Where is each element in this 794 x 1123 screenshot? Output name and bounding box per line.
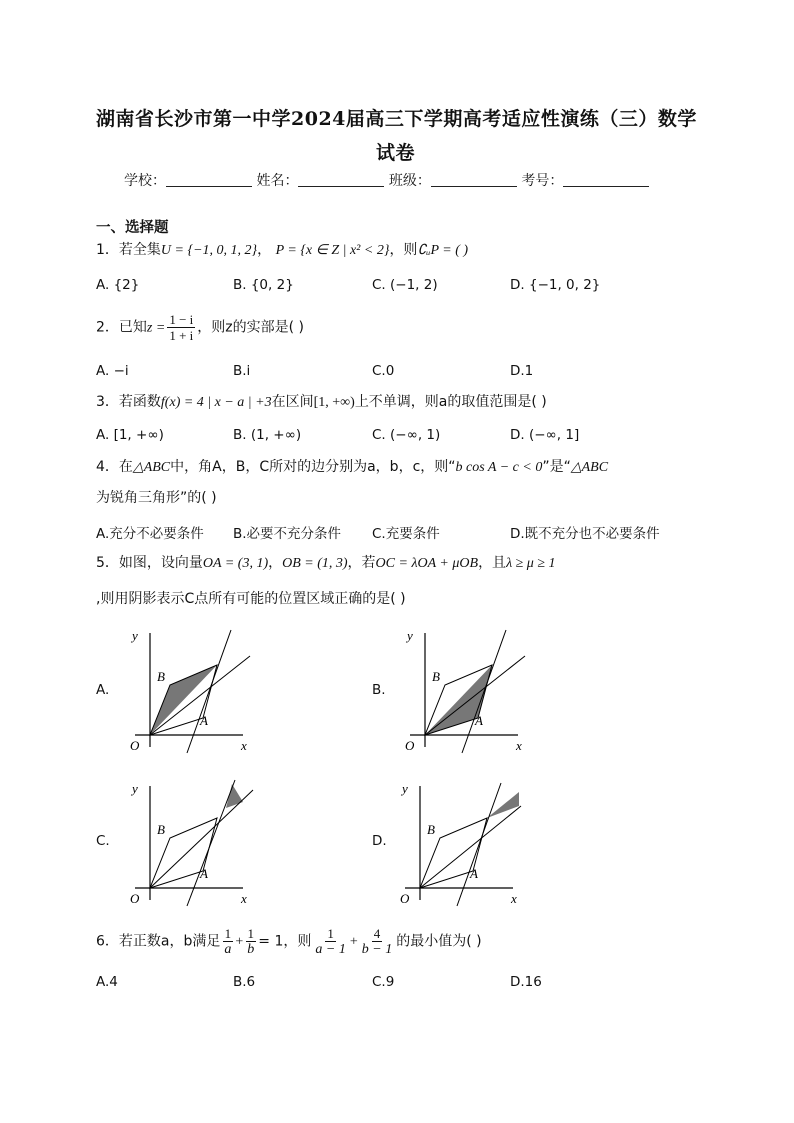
- name-blank: [298, 172, 384, 187]
- q6-option-b[interactable]: B.6: [233, 974, 256, 990]
- name-label: 姓名：: [256, 173, 299, 189]
- q3-function: f(x) = 4 | x − a | +3: [160, 395, 272, 410]
- q6-eq: = 1，则: [258, 933, 312, 950]
- q4-text: 在: [118, 459, 133, 475]
- q4-condition: b cos A − c < 0: [455, 460, 543, 475]
- q3-option-d[interactable]: D. (−∞, 1]: [510, 427, 580, 443]
- figure-a[interactable]: [125, 625, 265, 755]
- figure-label-c[interactable]: C.: [96, 833, 110, 849]
- q3-interval: [1, +∞): [313, 395, 355, 410]
- q3-text-2: 在区间: [271, 394, 314, 410]
- q2-option-b[interactable]: B.i: [233, 363, 251, 379]
- q4-option-a[interactable]: A.充分不必要条件: [96, 526, 204, 542]
- q6-option-c[interactable]: C.9: [372, 974, 395, 990]
- q5-text-line2: ,则用阴影表示C点所有可能的位置区域正确的是( ): [96, 591, 406, 607]
- figure-b[interactable]: [400, 625, 540, 755]
- q4-number: 4．: [96, 459, 119, 475]
- q2-option-d[interactable]: D.1: [510, 363, 534, 379]
- q5-text-2: ，若: [347, 555, 376, 571]
- figure-d-point-b: B: [427, 822, 435, 837]
- q1-option-b[interactable]: B. {0, 2}: [233, 277, 294, 293]
- q6-fraction-1: [222, 926, 233, 957]
- figure-b-point-a: A: [475, 713, 483, 728]
- q3-number: 3．: [96, 394, 119, 410]
- q6-fraction-4: [360, 926, 394, 957]
- figure-b-origin: O: [405, 738, 415, 753]
- page-title-line2: 试卷: [376, 142, 416, 164]
- q4-text-3: ”是“: [542, 459, 571, 475]
- q2-option-a[interactable]: A. −i: [96, 363, 129, 379]
- q4-option-b[interactable]: B.必要不充分条件: [233, 526, 342, 542]
- figure-label-d[interactable]: D.: [372, 833, 387, 849]
- q5-condition: λ ≥ μ ≥ 1: [506, 556, 556, 571]
- q1-option-c[interactable]: C. (−1, 2): [372, 277, 438, 293]
- figure-label-a[interactable]: A.: [96, 682, 110, 698]
- q6-fraction-2: [245, 926, 256, 957]
- info-row: [124, 172, 649, 190]
- q6-option-d[interactable]: D.16: [510, 974, 542, 990]
- q2-text-2: ，则z的实部是( ): [197, 319, 305, 336]
- exam-number-label: 考号：: [521, 173, 564, 189]
- figure-c-point-b: B: [157, 822, 165, 837]
- q6-text-2: 的最小值为( ): [396, 933, 482, 950]
- page-title: 湖南省长沙市第一中学2024届高三下学期高考适应性演练（三）数学: [96, 108, 697, 130]
- q5-text-3: ，且: [478, 555, 507, 571]
- q1-complement: ∁ᵤP = ( ): [417, 243, 469, 258]
- figure-d-point-a: A: [470, 866, 478, 881]
- q6-fraction-2-den: b: [247, 942, 255, 957]
- question-5: 5．如图，设向量OA = (3, 1)，OB = (1, 3)，若OC = λOA + μOB，且λ ≥ μ ≥ 1: [96, 555, 556, 571]
- q6-fraction-4-den: b − 1: [361, 942, 393, 957]
- q4-text-line2: 为锐角三角形”的( ): [96, 490, 217, 506]
- q1-option-d[interactable]: D. {−1, 0, 2}: [510, 277, 601, 293]
- q1-text-2: ，则: [389, 242, 418, 258]
- figure-d-shaded-region: [487, 792, 519, 818]
- figure-d-x-label: x: [511, 891, 517, 906]
- figure-a-x-label: x: [241, 738, 247, 753]
- q3-text-3: 上不单调，则a的取值范围是( ): [354, 394, 547, 410]
- q2-fraction: [167, 312, 195, 343]
- q4-option-c[interactable]: C.充要条件: [372, 526, 440, 542]
- figure-a-point-a: A: [200, 713, 208, 728]
- q4-triangle: △ABC: [132, 460, 171, 475]
- class-label: 班级：: [388, 173, 431, 189]
- q5-vector-oa: OA = (3, 1): [202, 556, 269, 571]
- q1-set-p: P = {x ∈ Z | x² < 2}: [275, 243, 390, 258]
- q4-text-2: 中，角A，B，C所对的边分别为a，b，c，则“: [170, 459, 456, 475]
- figure-b-point-b: B: [432, 669, 440, 684]
- question-2: [96, 312, 304, 343]
- q6-fraction-4-num: 4: [373, 926, 381, 941]
- q5-text: 如图，设向量: [118, 555, 203, 571]
- q6-fraction-3-den: a − 1: [315, 942, 346, 957]
- q1-number: 1．: [96, 242, 119, 258]
- q6-plus: +: [235, 934, 244, 950]
- figure-a-point-b: B: [157, 669, 165, 684]
- figure-a-origin: O: [130, 738, 140, 753]
- q6-option-a[interactable]: A.4: [96, 974, 118, 990]
- figure-b-x-label: x: [516, 738, 522, 753]
- q2-fraction-num: 1 − i: [169, 312, 194, 327]
- figure-c-origin: O: [130, 891, 140, 906]
- q6-fraction-3: [313, 926, 347, 957]
- q1-option-a[interactable]: A. {2}: [96, 277, 140, 293]
- q5-vector-ob: OB = (1, 3): [282, 556, 348, 571]
- figure-d-y-label: y: [402, 781, 408, 796]
- figure-b-y-label: y: [407, 628, 413, 643]
- q3-option-b[interactable]: B. (1, +∞): [233, 427, 302, 443]
- school-label: 学校：: [124, 173, 166, 189]
- question-3: [96, 393, 547, 412]
- figure-c-line-1: [187, 780, 235, 906]
- q1-text: 若全集: [118, 242, 161, 258]
- q6-fraction-1-den: a: [224, 942, 232, 957]
- figure-c-y-label: y: [132, 781, 138, 796]
- q2-number: 2．: [96, 319, 119, 336]
- q6-fraction-1-num: 1: [224, 926, 232, 941]
- q2-text: 已知: [118, 319, 147, 336]
- figure-label-b[interactable]: B.: [372, 682, 386, 698]
- q2-z: z =: [146, 320, 166, 336]
- figure-c[interactable]: [125, 778, 265, 908]
- q3-text: 若函数: [118, 394, 161, 410]
- section-heading: 一、选择题: [96, 220, 169, 236]
- q6-number: 6．: [96, 933, 119, 950]
- q1-set-u: U = {−1, 0, 1, 2}: [160, 243, 258, 258]
- q6-fraction-2-num: 1: [247, 926, 255, 941]
- q6-plus-2: +: [349, 934, 358, 950]
- question-6: [96, 926, 482, 957]
- figure-d-origin: O: [400, 891, 410, 906]
- q2-fraction-den: 1 + i: [169, 328, 194, 343]
- question-1: [96, 241, 468, 260]
- q4-triangle-2: △ABC: [570, 460, 609, 475]
- figure-d[interactable]: [395, 778, 535, 908]
- q1-sep: ，: [257, 242, 272, 258]
- q5-vector-oc: OC = λOA + μOB: [375, 556, 479, 571]
- q5-number: 5．: [96, 555, 119, 571]
- q2-option-c[interactable]: C.0: [372, 363, 395, 379]
- q4-option-d[interactable]: D.既不充分也不必要条件: [510, 526, 660, 542]
- class-blank: [431, 172, 517, 187]
- q3-option-a[interactable]: A. [1, +∞): [96, 427, 164, 443]
- q6-fraction-3-num: 1: [327, 926, 334, 941]
- exam-number-blank: [563, 172, 649, 187]
- figure-c-point-a: A: [200, 866, 208, 881]
- figure-c-x-label: x: [241, 891, 247, 906]
- school-blank: [166, 172, 252, 187]
- question-4: [96, 458, 608, 477]
- q6-text: 若正数a，b满足: [118, 933, 221, 950]
- figure-a-y-label: y: [132, 628, 138, 643]
- q3-option-c[interactable]: C. (−∞, 1): [372, 427, 441, 443]
